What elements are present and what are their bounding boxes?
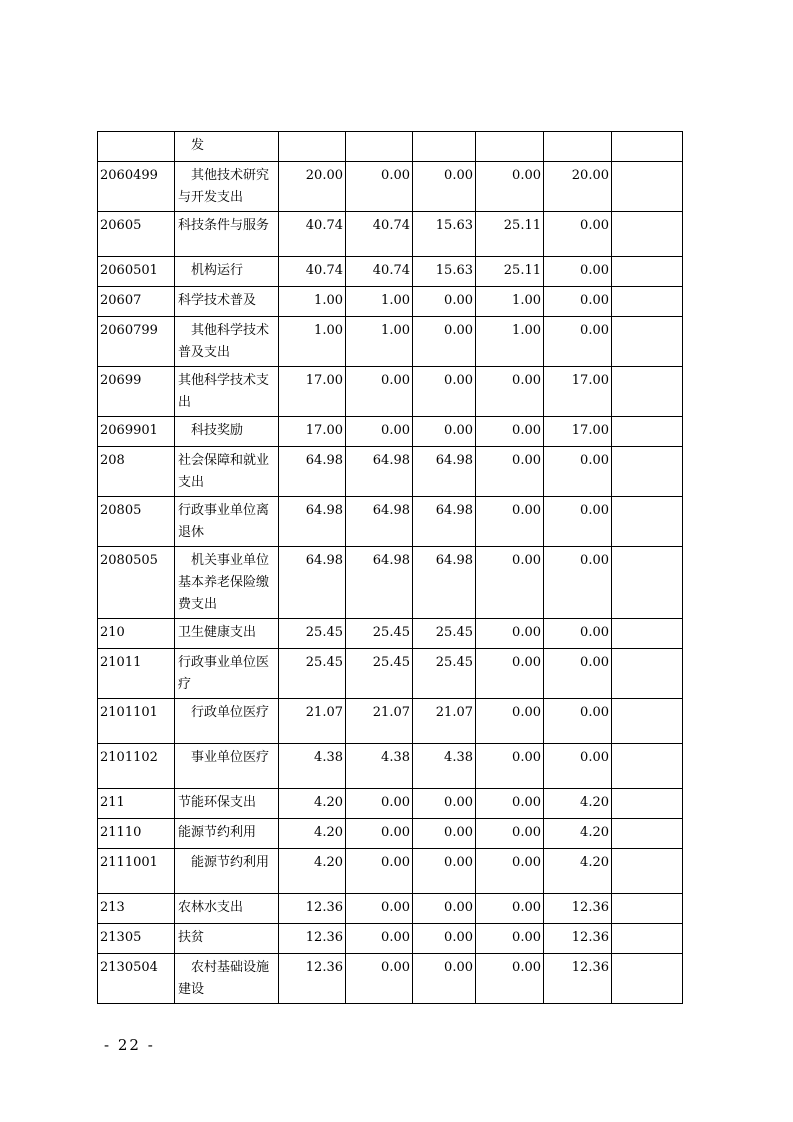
row-value-cell: 21.07 — [279, 699, 346, 744]
row-value-cell — [413, 132, 476, 162]
row-value-cell: 17.00 — [544, 417, 612, 447]
row-value-cell: 4.20 — [544, 819, 612, 849]
row-value-cell — [612, 287, 683, 317]
row-value-cell: 17.00 — [279, 367, 346, 417]
row-value-cell: 0.00 — [413, 954, 476, 1004]
row-value-cell: 0.00 — [476, 417, 544, 447]
row-value-cell — [612, 819, 683, 849]
row-value-cell: 1.00 — [346, 287, 413, 317]
row-value-cell: 0.00 — [544, 497, 612, 547]
table-row — [98, 287, 683, 317]
row-name-cell: 行政事业单位医疗 — [175, 649, 279, 699]
row-value-cell: 0.00 — [544, 257, 612, 287]
row-value-cell: 0.00 — [346, 894, 413, 924]
row-name-cell: 社会保障和就业支出 — [175, 447, 279, 497]
row-value-cell: 0.00 — [476, 497, 544, 547]
row-code-cell: 21011 — [98, 649, 175, 699]
row-code-cell: 20607 — [98, 287, 175, 317]
table-row — [98, 744, 683, 789]
row-value-cell — [612, 924, 683, 954]
row-value-cell: 0.00 — [544, 619, 612, 649]
row-value-cell: 21.07 — [346, 699, 413, 744]
row-value-cell: 0.00 — [413, 849, 476, 894]
row-value-cell: 64.98 — [413, 447, 476, 497]
row-name-cell: 其他科学技术普及支出 — [175, 317, 279, 367]
row-value-cell — [612, 699, 683, 744]
table-row — [98, 162, 683, 212]
row-value-cell: 1.00 — [476, 287, 544, 317]
row-value-cell: 0.00 — [476, 819, 544, 849]
row-value-cell: 40.74 — [346, 257, 413, 287]
row-code-cell: 21305 — [98, 924, 175, 954]
row-code-cell: 20699 — [98, 367, 175, 417]
row-value-cell: 0.00 — [413, 417, 476, 447]
row-code-cell: 208 — [98, 447, 175, 497]
row-value-cell — [612, 162, 683, 212]
row-value-cell: 12.36 — [544, 954, 612, 1004]
row-value-cell: 4.20 — [544, 849, 612, 894]
row-value-cell: 40.74 — [279, 257, 346, 287]
row-value-cell — [279, 132, 346, 162]
row-value-cell: 0.00 — [346, 417, 413, 447]
row-name-cell: 能源节约利用 — [175, 819, 279, 849]
row-value-cell: 0.00 — [346, 924, 413, 954]
table-row — [98, 924, 683, 954]
row-code-cell: 2060799 — [98, 317, 175, 367]
row-value-cell: 0.00 — [544, 547, 612, 619]
budget-table — [97, 131, 683, 1004]
row-value-cell: 25.45 — [346, 649, 413, 699]
table-row — [98, 894, 683, 924]
row-value-cell: 0.00 — [413, 924, 476, 954]
row-code-cell: 20605 — [98, 212, 175, 257]
row-value-cell: 4.38 — [413, 744, 476, 789]
table-row — [98, 212, 683, 257]
row-code-cell: 2080505 — [98, 547, 175, 619]
row-value-cell: 0.00 — [413, 162, 476, 212]
row-name-cell: 行政单位医疗 — [175, 699, 279, 744]
row-value-cell: 0.00 — [476, 649, 544, 699]
row-name-cell: 其他科学技术支出 — [175, 367, 279, 417]
row-value-cell — [612, 132, 683, 162]
row-value-cell: 0.00 — [476, 367, 544, 417]
row-value-cell: 0.00 — [544, 744, 612, 789]
row-value-cell: 40.74 — [346, 212, 413, 257]
table-row — [98, 132, 683, 162]
table-row — [98, 649, 683, 699]
row-value-cell — [612, 649, 683, 699]
row-value-cell — [612, 894, 683, 924]
row-value-cell: 0.00 — [544, 447, 612, 497]
row-value-cell: 17.00 — [279, 417, 346, 447]
row-name-cell: 农村基础设施建设 — [175, 954, 279, 1004]
row-value-cell: 1.00 — [346, 317, 413, 367]
row-code-cell: 2060499 — [98, 162, 175, 212]
row-name-cell: 机关事业单位基本养老保险缴费支出 — [175, 547, 279, 619]
row-value-cell: 0.00 — [346, 819, 413, 849]
row-value-cell — [544, 132, 612, 162]
row-value-cell — [612, 497, 683, 547]
row-value-cell: 0.00 — [413, 367, 476, 417]
table-row — [98, 257, 683, 287]
row-value-cell: 12.36 — [544, 894, 612, 924]
row-value-cell: 0.00 — [346, 367, 413, 417]
table-row — [98, 417, 683, 447]
row-value-cell: 64.98 — [413, 547, 476, 619]
row-name-cell: 机构运行 — [175, 257, 279, 287]
row-name-cell: 事业单位医疗 — [175, 744, 279, 789]
row-code-cell: 210 — [98, 619, 175, 649]
table-row — [98, 849, 683, 894]
row-code-cell — [98, 132, 175, 162]
row-value-cell: 4.20 — [279, 789, 346, 819]
row-value-cell: 0.00 — [413, 819, 476, 849]
row-value-cell: 64.98 — [279, 447, 346, 497]
table-row — [98, 447, 683, 497]
row-value-cell: 0.00 — [346, 162, 413, 212]
table-row — [98, 497, 683, 547]
row-value-cell: 64.98 — [279, 547, 346, 619]
row-value-cell: 0.00 — [413, 287, 476, 317]
row-code-cell: 2130504 — [98, 954, 175, 1004]
row-code-cell: 21110 — [98, 819, 175, 849]
row-value-cell — [346, 132, 413, 162]
row-name-cell: 扶贫 — [175, 924, 279, 954]
table-row — [98, 367, 683, 417]
row-value-cell: 0.00 — [544, 317, 612, 367]
row-value-cell: 40.74 — [279, 212, 346, 257]
table-row — [98, 819, 683, 849]
row-code-cell: 2111001 — [98, 849, 175, 894]
row-value-cell: 25.45 — [279, 619, 346, 649]
row-value-cell: 4.38 — [279, 744, 346, 789]
row-value-cell: 1.00 — [476, 317, 544, 367]
row-value-cell: 25.11 — [476, 212, 544, 257]
row-value-cell: 25.45 — [279, 649, 346, 699]
row-name-cell: 节能环保支出 — [175, 789, 279, 819]
row-value-cell: 0.00 — [476, 447, 544, 497]
row-value-cell: 0.00 — [544, 649, 612, 699]
row-value-cell — [612, 367, 683, 417]
row-name-cell: 科技条件与服务 — [175, 212, 279, 257]
row-value-cell: 0.00 — [476, 924, 544, 954]
row-value-cell: 0.00 — [346, 954, 413, 1004]
row-value-cell: 12.36 — [544, 924, 612, 954]
row-name-cell: 能源节约利用 — [175, 849, 279, 894]
row-value-cell — [612, 317, 683, 367]
row-value-cell: 12.36 — [279, 924, 346, 954]
row-value-cell — [612, 849, 683, 894]
row-value-cell: 0.00 — [476, 744, 544, 789]
table-row — [98, 547, 683, 619]
table-row — [98, 619, 683, 649]
row-value-cell — [612, 212, 683, 257]
row-value-cell: 25.45 — [413, 649, 476, 699]
row-value-cell: 0.00 — [476, 699, 544, 744]
row-value-cell: 4.20 — [544, 789, 612, 819]
row-value-cell: 0.00 — [476, 849, 544, 894]
row-value-cell — [612, 744, 683, 789]
row-value-cell: 0.00 — [544, 212, 612, 257]
row-value-cell — [612, 789, 683, 819]
table-row — [98, 789, 683, 819]
row-value-cell: 20.00 — [279, 162, 346, 212]
row-value-cell — [612, 417, 683, 447]
row-value-cell: 15.63 — [413, 212, 476, 257]
row-code-cell: 213 — [98, 894, 175, 924]
row-code-cell: 2060501 — [98, 257, 175, 287]
row-value-cell: 25.11 — [476, 257, 544, 287]
row-value-cell: 0.00 — [346, 849, 413, 894]
row-value-cell: 0.00 — [544, 287, 612, 317]
row-value-cell: 64.98 — [346, 447, 413, 497]
table-row — [98, 317, 683, 367]
row-value-cell: 12.36 — [279, 954, 346, 1004]
row-value-cell — [612, 619, 683, 649]
table-body — [98, 132, 683, 1004]
row-value-cell — [612, 447, 683, 497]
page-number: - 22 - — [104, 1036, 155, 1054]
row-value-cell: 0.00 — [476, 789, 544, 819]
row-value-cell — [612, 547, 683, 619]
row-value-cell: 64.98 — [413, 497, 476, 547]
row-value-cell: 0.00 — [413, 894, 476, 924]
row-name-cell: 科学技术普及 — [175, 287, 279, 317]
row-value-cell: 20.00 — [544, 162, 612, 212]
row-value-cell — [476, 132, 544, 162]
table-row — [98, 699, 683, 744]
table-row — [98, 954, 683, 1004]
row-value-cell: 21.07 — [413, 699, 476, 744]
row-code-cell: 20805 — [98, 497, 175, 547]
row-value-cell: 4.38 — [346, 744, 413, 789]
row-name-cell: 行政事业单位离退休 — [175, 497, 279, 547]
row-code-cell: 2101102 — [98, 744, 175, 789]
row-value-cell: 25.45 — [413, 619, 476, 649]
row-name-cell: 卫生健康支出 — [175, 619, 279, 649]
row-code-cell: 211 — [98, 789, 175, 819]
row-value-cell: 0.00 — [476, 547, 544, 619]
row-name-cell: 农林水支出 — [175, 894, 279, 924]
row-code-cell: 2101101 — [98, 699, 175, 744]
row-value-cell: 1.00 — [279, 317, 346, 367]
row-value-cell: 12.36 — [279, 894, 346, 924]
row-value-cell: 64.98 — [279, 497, 346, 547]
row-value-cell: 17.00 — [544, 367, 612, 417]
row-value-cell: 0.00 — [476, 619, 544, 649]
row-value-cell: 0.00 — [346, 789, 413, 819]
row-value-cell: 0.00 — [476, 954, 544, 1004]
row-value-cell: 0.00 — [476, 894, 544, 924]
row-value-cell: 64.98 — [346, 497, 413, 547]
row-value-cell: 0.00 — [544, 699, 612, 744]
row-value-cell: 4.20 — [279, 849, 346, 894]
row-value-cell — [612, 954, 683, 1004]
row-code-cell: 2069901 — [98, 417, 175, 447]
row-value-cell — [612, 257, 683, 287]
row-name-cell: 其他技术研究与开发支出 — [175, 162, 279, 212]
row-name-cell: 发 — [175, 132, 279, 162]
row-value-cell: 15.63 — [413, 257, 476, 287]
row-value-cell: 25.45 — [346, 619, 413, 649]
row-value-cell: 0.00 — [476, 162, 544, 212]
row-value-cell: 0.00 — [413, 789, 476, 819]
row-value-cell: 4.20 — [279, 819, 346, 849]
row-value-cell: 64.98 — [346, 547, 413, 619]
row-name-cell: 科技奖励 — [175, 417, 279, 447]
row-value-cell: 1.00 — [279, 287, 346, 317]
row-value-cell: 0.00 — [413, 317, 476, 367]
